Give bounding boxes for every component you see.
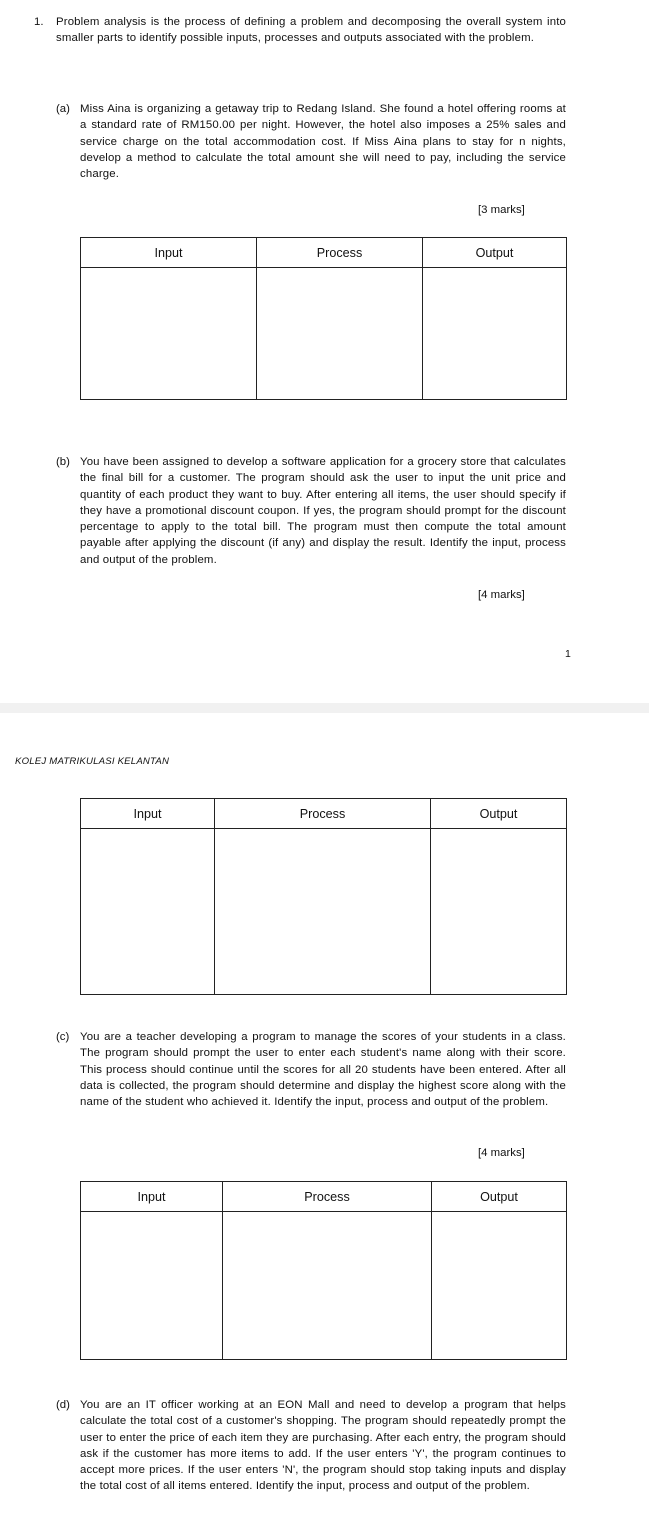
- question-number: 1.: [34, 16, 44, 28]
- table-header-input: Input: [81, 238, 257, 268]
- page-number: 1: [565, 648, 571, 660]
- part-c-answer-table: [80, 1181, 567, 1360]
- process-cell[interactable]: [215, 829, 431, 995]
- input-cell[interactable]: [81, 829, 215, 995]
- page-break: [0, 703, 649, 713]
- question-intro: Problem analysis is the process of defining a problem and decomposing the overall system into smaller parts to identify possible inputs, processes and outputs associated with the problem.: [56, 16, 566, 45]
- output-cell[interactable]: [423, 268, 567, 400]
- process-cell[interactable]: [257, 268, 423, 400]
- output-cell[interactable]: [431, 829, 567, 995]
- output-cell[interactable]: [432, 1212, 567, 1360]
- part-a-answer-table: [80, 237, 567, 400]
- part-a-marks: [3 marks]: [478, 204, 525, 216]
- table-header-process: Process: [223, 1182, 432, 1212]
- table-header-input: Input: [81, 799, 215, 829]
- process-cell[interactable]: [223, 1212, 432, 1360]
- part-c-marks: [4 marks]: [478, 1147, 525, 1159]
- part-d-text: You are an IT officer working at an EON Mall and need to develop a program that helps calculate the total cost of a customer's shopping. The program should repeatedly prompt the user to enter the price of each item they are purchasing. After each entry, the program should ask if the customer has more items to add. If the user enters 'Y', the program continues to accept more prices. If the user enters 'N', the program should stop taking inputs and display the total cost of all items entered. Identify the input, process and output of the problem.: [80, 1399, 566, 1493]
- part-c-label: (c): [56, 1031, 70, 1043]
- input-cell[interactable]: [81, 1212, 223, 1360]
- part-b-marks: [4 marks]: [478, 589, 525, 601]
- table-header-output: Output: [432, 1182, 567, 1212]
- input-cell[interactable]: [81, 268, 257, 400]
- part-d-label: (d): [56, 1399, 70, 1411]
- part-a-label: (a): [56, 103, 70, 115]
- table-header-output: Output: [423, 238, 567, 268]
- table-header-output: Output: [431, 799, 567, 829]
- table-header-input: Input: [81, 1182, 223, 1212]
- part-a-text: Miss Aina is organizing a getaway trip to Redang Island. She found a hotel offering rooms at a standard rate of RM150.00 per night. However, the hotel also imposes a 25% sales and service charge on the total accommodation cost. If Miss Aina plans to stay for n nights, develop a method to calculate the total amount she will need to pay, including the service charge.: [80, 103, 566, 181]
- page-header: KOLEJ MATRIKULASI KELANTAN: [15, 756, 170, 767]
- part-b-text: You have been assigned to develop a software application for a grocery store that calculates the final bill for a customer. The program should ask the user to input the unit price and quantity of each product they want to buy. After entering all items, the user should specify if they have a promotional discount coupon. If yes, the program should prompt for the discount percentage to apply to the total bill. The program must then compute the total amount payable after applying the discount (if any) and display the result. Identify the input, process and output of the problem.: [80, 456, 566, 566]
- part-c-text: You are a teacher developing a program to manage the scores of your students in a class. The program should prompt the user to enter each student's name along with their score. This process should continue until the scores for all 20 students have been entered. After all data is collected, the program should determine and display the highest score along with the name of the student who achieved it. Identify the input, process and output of the problem.: [80, 1031, 566, 1109]
- table-header-process: Process: [257, 238, 423, 268]
- table-header-process: Process: [215, 799, 431, 829]
- part-b-label: (b): [56, 456, 70, 468]
- part-b-answer-table: [80, 798, 567, 995]
